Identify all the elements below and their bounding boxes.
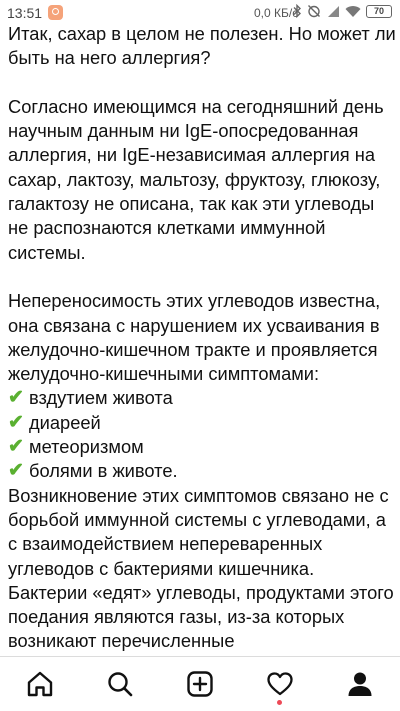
symptom-text: диареей <box>29 411 101 433</box>
alarm-mute-icon <box>307 4 321 18</box>
status-time: 13:51 <box>7 5 43 21</box>
paragraph-intolerance: Непереносимость этих углеводов известна, она связана с нарушением их усваивания в желудочно-кишечном тракте и проявляется желудочно-кишечными симптомами: <box>8 290 381 385</box>
paragraph-gap <box>8 71 396 95</box>
activity-heart-icon <box>266 670 294 698</box>
nav-home-button[interactable] <box>16 660 64 708</box>
list-item <box>8 459 396 483</box>
network-speed: 0,0 КБ/с <box>254 6 299 20</box>
nav-search-button[interactable] <box>96 660 144 708</box>
nav-profile-button[interactable] <box>336 660 384 708</box>
check-mark-icon: ✔ <box>8 387 24 409</box>
battery-icon: 70 <box>366 5 392 18</box>
signal-icon <box>326 5 340 18</box>
list-item <box>8 386 396 410</box>
paragraph-question: Итак, сахар в целом не полезен. Но может ли быть на него аллергия? <box>8 23 396 69</box>
symptom-text: болями в животе. <box>29 460 178 482</box>
paragraph-scientific-data: Согласно имеющимся на сегодняшний день научным данным ни IgE-опосредованная аллергия, ни IgE-независимая аллергия на сахар, лактозу, мальтозу, фруктозу, глюкозу, галактозу не описана, так как эти углеводы не распознаются клетками иммунной системы. <box>8 95 384 263</box>
check-mark-icon: ✔ <box>8 460 24 482</box>
home-icon <box>26 670 54 698</box>
paragraph-explanation: Возникновение этих симптомов связано не с борьбой иммунной системы с углеводами, а с взаимодействием непереваренных углеводов с бактериями кишечника. Бактерии «едят» углеводы, продуктами этого поедания являются газы, из-за которых возникают перечисленные <box>8 484 394 652</box>
article-content <box>8 22 396 654</box>
symptom-checklist <box>8 386 396 483</box>
add-post-icon <box>186 670 214 698</box>
app-notification-icon <box>48 5 63 20</box>
list-item <box>8 411 396 435</box>
notification-dot <box>277 700 282 705</box>
search-icon <box>106 670 134 698</box>
list-item <box>8 435 396 459</box>
profile-icon <box>346 670 374 698</box>
bluetooth-icon <box>292 4 302 18</box>
nav-new-post-button[interactable] <box>176 660 224 708</box>
nav-activity-button[interactable] <box>256 660 304 708</box>
check-mark-icon: ✔ <box>8 411 24 433</box>
wifi-icon <box>345 5 361 18</box>
bottom-navigation <box>0 656 400 711</box>
check-mark-icon: ✔ <box>8 436 24 458</box>
paragraph-gap <box>8 265 396 289</box>
symptom-text: метеоризмом <box>29 436 144 458</box>
symptom-text: вздутием живота <box>29 387 173 409</box>
status-icons <box>292 4 392 18</box>
